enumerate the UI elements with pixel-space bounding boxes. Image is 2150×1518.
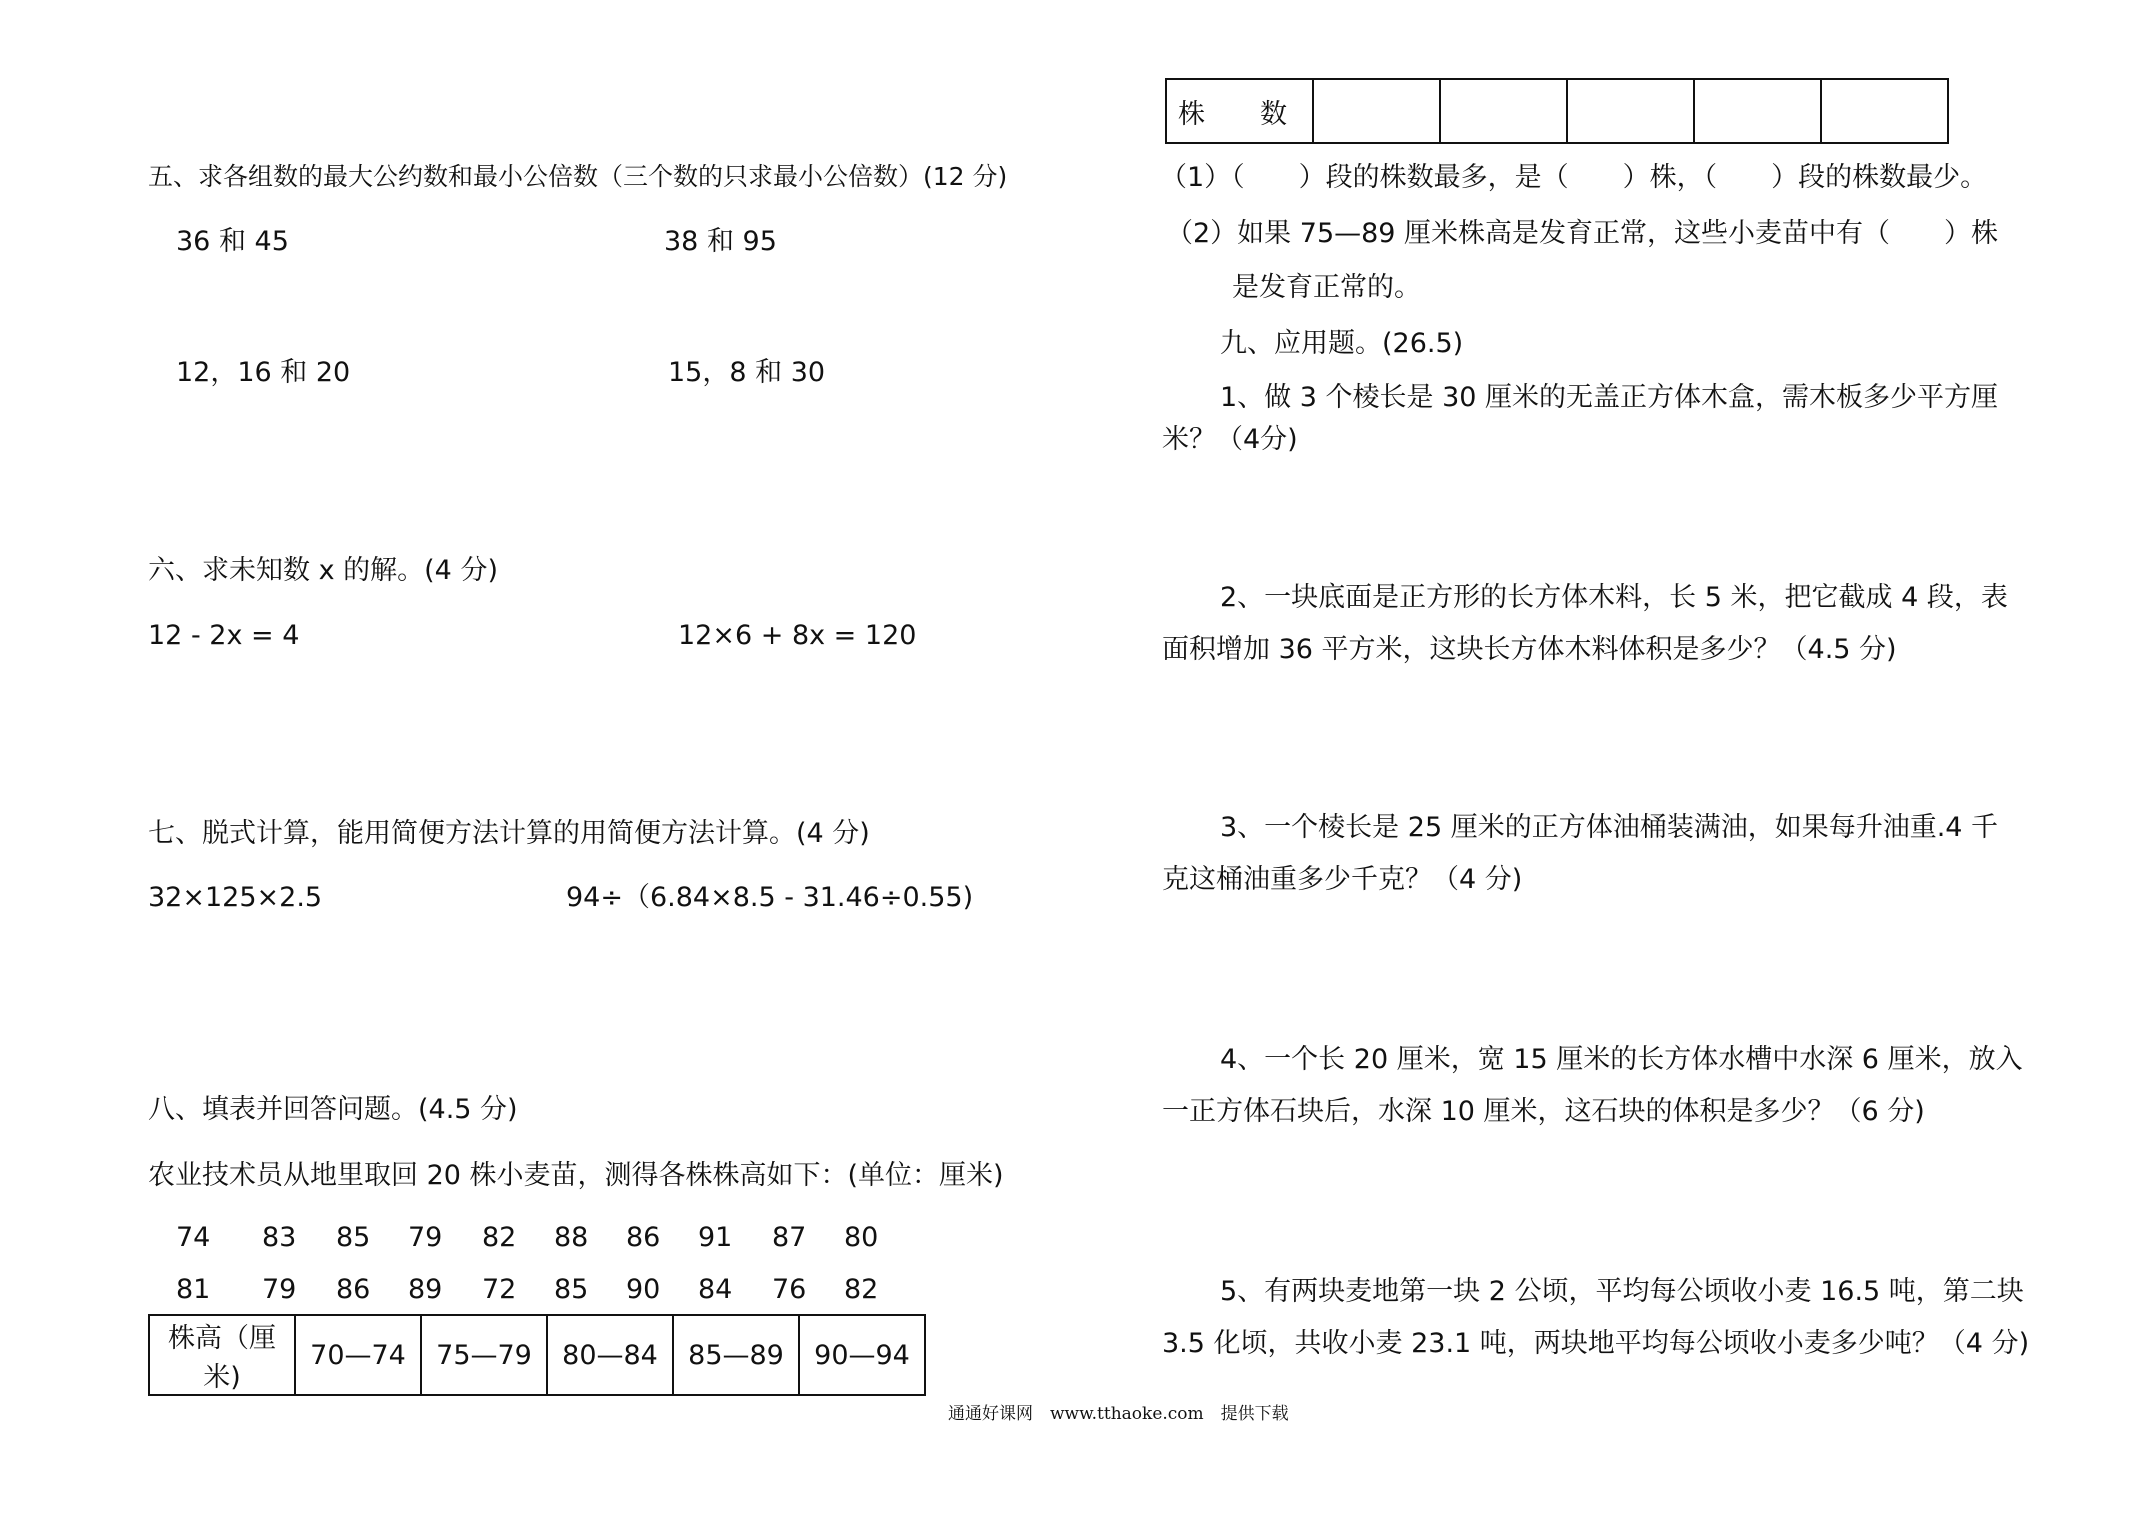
- table-header-cell: 株高（厘米): [149, 1315, 295, 1395]
- problem-5-line-1: 5、有两块麦地第一块 2 公顷，平均每公顷收小麦 16.5 吨，第二块: [1220, 1276, 2024, 1307]
- height-value: 81: [176, 1274, 211, 1305]
- problem-2-line-2: 面积增加 36 平方米，这块长方体木料体积是多少？（4.5 分): [1162, 634, 1897, 665]
- height-value: 80: [844, 1222, 879, 1253]
- question-2-line-1: （2）如果 75—89 厘米株高是发育正常，这些小麦苗中有（ ）株: [1166, 218, 1999, 249]
- section-6-title: 六、求未知数 x 的解。(4 分): [148, 555, 498, 586]
- problem-3-line-1: 3、一个棱长是 25 厘米的正方体油桶装满油，如果每升油重.4 千: [1220, 812, 1999, 843]
- height-value: 76: [772, 1274, 807, 1305]
- s7-expression-1: 32×125×2.5: [148, 882, 323, 913]
- section-5-title: 五、求各组数的最大公约数和最小公倍数（三个数的只求最小公倍数）(12 分): [148, 162, 1008, 191]
- table-row: [1166, 79, 1948, 143]
- height-value: 84: [698, 1274, 733, 1305]
- height-value: 72: [482, 1274, 517, 1305]
- s8-intro: 农业技术员从地里取回 20 株小麦苗，测得各株株高如下：(单位：厘米): [148, 1160, 1004, 1191]
- s5-item-2: 38 和 95: [664, 226, 777, 257]
- problem-3-line-2: 克这桶油重多少千克？（4 分): [1162, 864, 1523, 895]
- problem-2-line-1: 2、一块底面是正方形的长方体木料，长 5 米，把它截成 4 段，表: [1220, 582, 2008, 613]
- problem-1-line-2: 米？（4分): [1162, 424, 1298, 455]
- s6-equation-1: 12 - 2x = 4: [148, 620, 300, 651]
- section-8-title: 八、填表并回答问题。(4.5 分): [148, 1094, 518, 1125]
- table-header-cell: 80—84: [547, 1315, 673, 1395]
- problem-4-line-2: 一正方体石块后，水深 10 厘米，这石块的体积是多少？（6 分): [1162, 1096, 1925, 1127]
- count-input-cell[interactable]: [1440, 79, 1567, 143]
- height-value: 85: [554, 1274, 589, 1305]
- count-input-cell[interactable]: [1694, 79, 1821, 143]
- height-value: 79: [408, 1222, 443, 1253]
- height-value: 91: [698, 1222, 733, 1253]
- height-value: 82: [844, 1274, 879, 1305]
- problem-4-line-1: 4、一个长 20 厘米，宽 15 厘米的长方体水槽中水深 6 厘米，放入: [1220, 1044, 2023, 1075]
- s7-expression-2: 94÷（6.84×8.5 - 31.46÷0.55): [566, 882, 974, 913]
- count-input-cell[interactable]: [1821, 79, 1948, 143]
- height-range-table: [148, 1314, 926, 1396]
- problem-1-line-1: 1、做 3 个棱长是 30 厘米的无盖正方体木盒，需木板多少平方厘: [1220, 382, 1999, 413]
- height-value: 89: [408, 1274, 443, 1305]
- question-1: （1）（ ）段的株数最多，是（ ）株，（ ）段的株数最少。: [1160, 162, 1988, 193]
- height-value: 90: [626, 1274, 661, 1305]
- height-value: 82: [482, 1222, 517, 1253]
- table-header-cell: 70—74: [295, 1315, 421, 1395]
- count-label-cell: 株 数: [1166, 79, 1313, 143]
- height-value: 87: [772, 1222, 807, 1253]
- height-value: 83: [262, 1222, 297, 1253]
- count-input-cell[interactable]: [1313, 79, 1440, 143]
- page-footer: 通通好课网 www.tthaoke.com 提供下载: [948, 1404, 1289, 1424]
- section-7-title: 七、脱式计算，能用简便方法计算的用简便方法计算。(4 分): [148, 818, 870, 849]
- plant-count-table: [1165, 78, 1949, 144]
- height-value: 85: [336, 1222, 371, 1253]
- problem-5-line-2: 3.5 化顷，共收小麦 23.1 吨，两块地平均每公顷收小麦多少吨？（4 分): [1162, 1328, 2030, 1359]
- table-header-cell: 90—94: [799, 1315, 925, 1395]
- s6-equation-2: 12×6 + 8x = 120: [678, 620, 917, 651]
- height-value: 74: [176, 1222, 211, 1253]
- s5-item-4: 15，8 和 30: [668, 357, 826, 388]
- s5-item-1: 36 和 45: [176, 226, 289, 257]
- height-value: 86: [336, 1274, 371, 1305]
- table-header-cell: 75—79: [421, 1315, 547, 1395]
- s5-item-3: 12，16 和 20: [176, 357, 351, 388]
- height-value: 79: [262, 1274, 297, 1305]
- section-9-title: 九、应用题。(26.5): [1220, 328, 1464, 359]
- height-value: 88: [554, 1222, 589, 1253]
- height-value: 86: [626, 1222, 661, 1253]
- question-2-line-2: 是发育正常的。: [1232, 272, 1421, 303]
- table-row: [149, 1315, 925, 1395]
- table-header-cell: 85—89: [673, 1315, 799, 1395]
- count-input-cell[interactable]: [1567, 79, 1694, 143]
